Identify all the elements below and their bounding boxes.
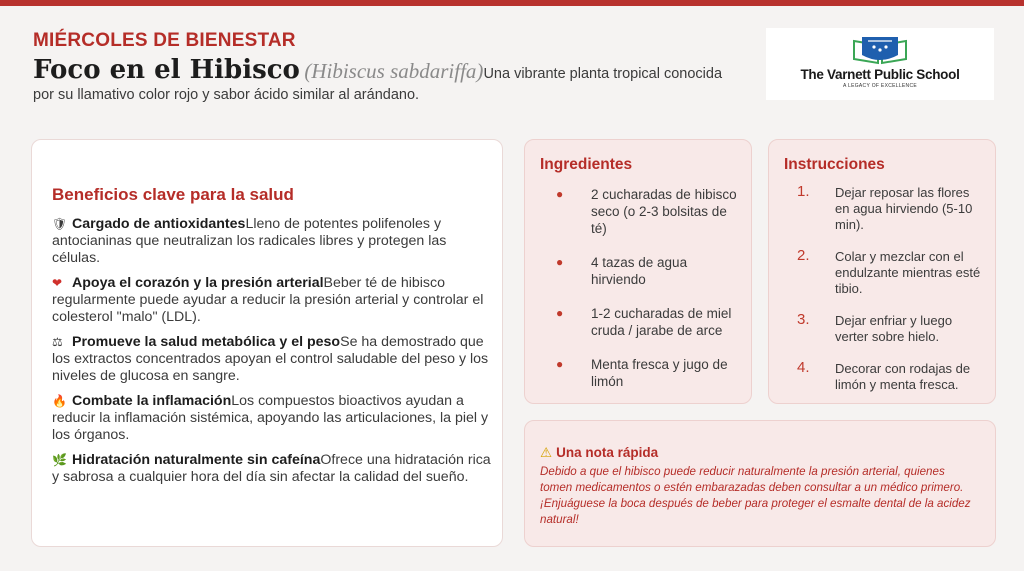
benefit-item [52,275,492,326]
shield-icon: 🛡 [52,217,68,231]
scientific-name: (Hibiscus sabdariffa) [304,59,484,83]
step-number: 3. [797,311,810,328]
ingredients-title: Ingredientes [540,156,633,173]
page-title: Foco en el Hibisco [33,55,300,85]
benefit-text: Ofrece una hidratación rica y sabrosa a cualquier hora del día sin afectar la calidad del sueño. [52,452,491,485]
heart-icon: ❤ [52,276,63,290]
benefit-text: Se ha demostrado que los extractos concentrados apoyan el control saludable del peso y los niveles de glucosa en sangre. [52,334,489,384]
scale-icon: ⚖ [52,335,63,349]
step-text: Colar y mezclar con el endulzante mientras esté tibio. [835,249,981,296]
ingredient-text: Menta fresca y jugo de limón [591,357,728,389]
benefit-item [52,452,492,486]
benefits-card [31,139,503,547]
instructions-card [768,139,996,404]
step-number: 4. [797,359,810,376]
list-item [553,186,738,237]
benefit-title: Promueve la salud metabólica y el peso [72,334,341,350]
note-body: Debido a que el hibisco puede reducir naturalmente la presión arterial, quienes tomen medicamentos o estén embarazadas deben consultar a un médico primero. ¡Enjuáguese la boca después de beber para proteger el esmalte dental de la acidez natural! [540,465,971,526]
benefits-list [52,216,492,494]
step-text: Decorar con rodajas de limón y menta fresca. [835,361,971,392]
benefit-text: Los compuestos bioactivos ayudan a reducir la inflamación sistémica, apoyando las articulaciones, la piel y los órganos. [52,393,489,443]
benefit-text: Beber té de hibisco regularmente puede ayudar a reducir la presión arterial y controlar el colesterol "malo" (LDL). [52,275,484,325]
ingredients-card [524,139,752,404]
benefit-text: Lleno de potentes polifenoles y antocianinas que neutralizan los radicales libres y protegen las células. [52,216,447,266]
benefit-title: Combate la inflamación [72,393,232,409]
school-name: The Varnett Public School [800,67,960,82]
list-item [553,356,738,390]
intro [33,55,733,105]
top-accent-bar [0,0,1024,6]
warning-icon: ⚠ [540,445,553,460]
instructions-title: Instrucciones [784,156,885,173]
book-emblem-icon [850,35,910,65]
instructions-list [797,185,982,409]
list-item [797,185,982,233]
ingredient-text: 2 cucharadas de hibisco seco (o 2-3 bolsitas de té) [591,187,737,236]
step-number: 1. [797,183,810,200]
ingredient-text: 1-2 cucharadas de miel cruda / jarabe de arce [591,306,732,338]
benefit-title: Cargado de antioxidantes [72,216,246,232]
page-description: Una vibrante planta tropical conocida por su llamativo color rojo y sabor ácido similar al arándano. [33,66,723,103]
step-number: 2. [797,247,810,264]
list-item [553,305,738,339]
bullet-icon: ● [556,357,564,371]
step-text: Dejar reposar las flores en agua hirviendo (5-10 min). [835,185,973,232]
bullet-icon: ● [556,306,564,320]
school-logo [766,28,994,100]
school-tagline: A LEGACY OF EXCELLENCE [842,83,918,89]
list-item [797,249,982,297]
list-item [553,254,738,288]
bullet-icon: ● [556,255,564,269]
ingredient-text: 4 tazas de agua hirviendo [591,255,688,287]
benefit-title: Hidratación naturalmente sin cafeína [72,452,321,468]
ingredients-list [553,186,738,407]
list-item [797,313,982,345]
step-text: Dejar enfriar y luego verter sobre hielo. [835,313,953,344]
benefit-title: Apoya el corazón y la presión arterial [72,275,324,291]
bullet-icon: ● [556,187,564,201]
benefits-title: Beneficios clave para la salud [52,185,294,204]
benefit-item [52,393,492,444]
fire-icon: 🔥 [52,394,67,408]
note-title [540,445,658,461]
benefit-item [52,334,492,385]
leaf-icon: 🌿 [52,453,67,467]
note-title-text: Una nota rápida [556,445,659,460]
page-kicker: MIÉRCOLES DE BIENESTAR [33,30,296,51]
quick-note-card [524,420,996,547]
benefit-item [52,216,492,267]
list-item [797,361,982,393]
